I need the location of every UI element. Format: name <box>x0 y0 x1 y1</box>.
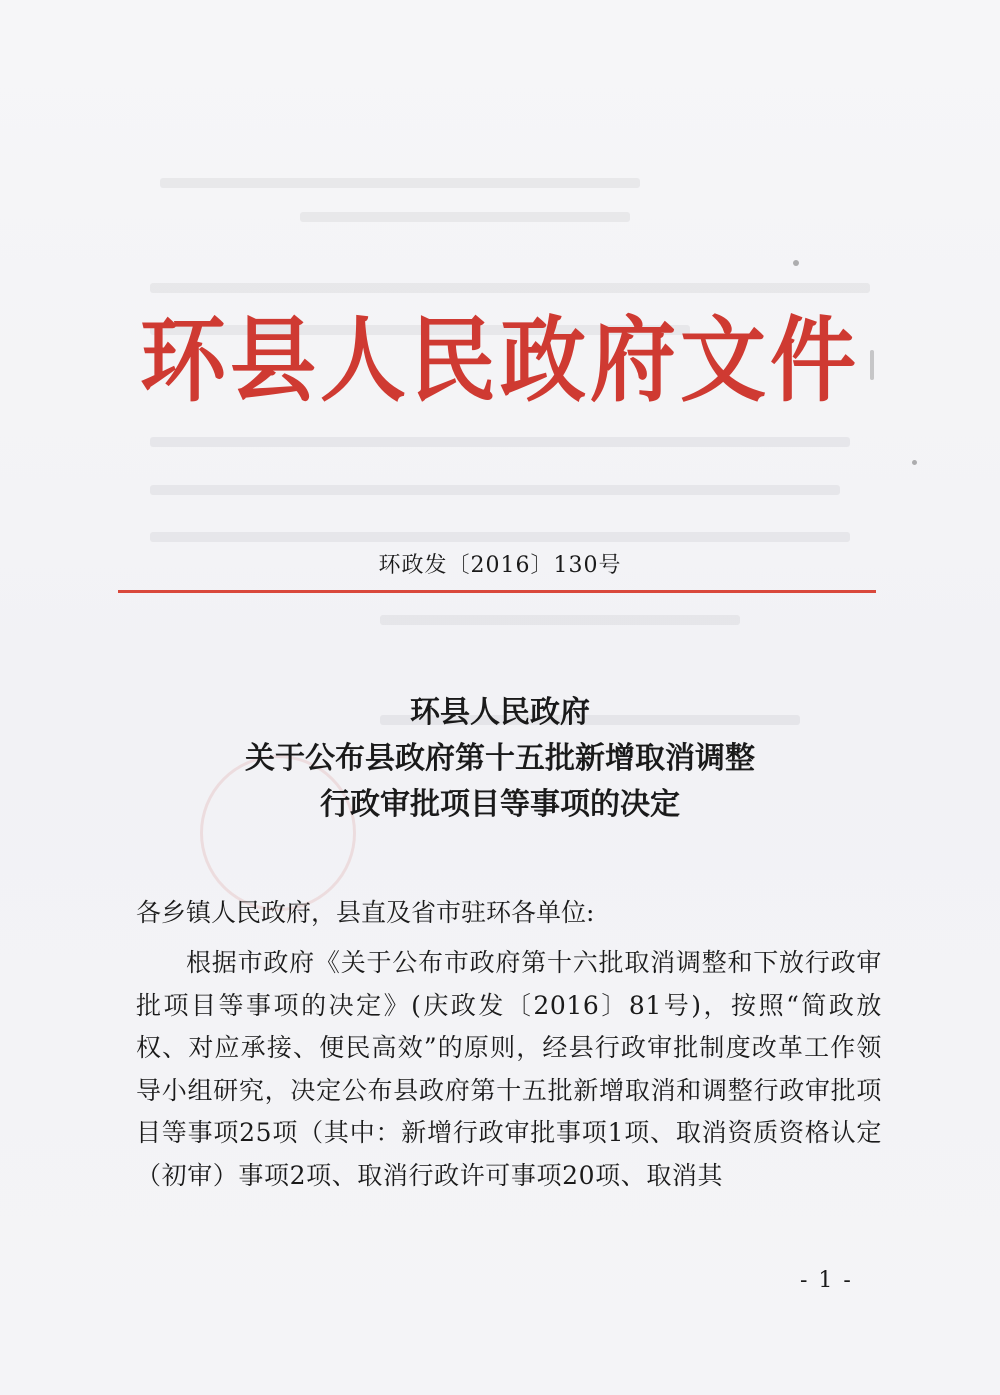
show-through-line <box>150 437 850 447</box>
show-through-line <box>150 485 840 495</box>
title-line-3: 行政审批项目等事项的决定 <box>320 787 680 822</box>
body-paragraph: 根据市政府《关于公布市政府第十六批取消调整和下放行政审批项目等事项的决定》(庆政发〔2016〕81号)，按照“简政放权、对应承接、便民高效”的原则，经县行政审批制度改革工作领导小组研究，决定公布县政府第十五批新增取消和调整行政审批项目等事项25项（其中：新增行政审批事项1项、取消资质资格认定（初审）事项2项、取消行政许可事项20项、取消其 <box>136 948 882 1190</box>
paper-mark <box>912 460 917 465</box>
salutation: 各乡镇人民政府，县直及省市驻环各单位: <box>136 898 595 927</box>
red-divider-rule <box>118 590 876 593</box>
document-header-title: 环县人民政府文件 <box>140 305 860 415</box>
show-through-line <box>300 212 630 222</box>
show-through-line <box>160 178 640 188</box>
page-number: - 1 - <box>800 1268 853 1293</box>
title-line-2: 关于公布县政府第十五批新增取消调整 <box>245 741 755 776</box>
paper-mark <box>793 260 799 266</box>
title-line-1: 环县人民政府 <box>410 695 590 730</box>
show-through-line <box>380 615 740 625</box>
document-title <box>0 690 1000 828</box>
show-through-line <box>150 283 870 293</box>
show-through-line <box>150 532 850 542</box>
document-number: 环政发〔2016〕130号 <box>378 553 622 578</box>
paper-mark <box>870 350 874 380</box>
